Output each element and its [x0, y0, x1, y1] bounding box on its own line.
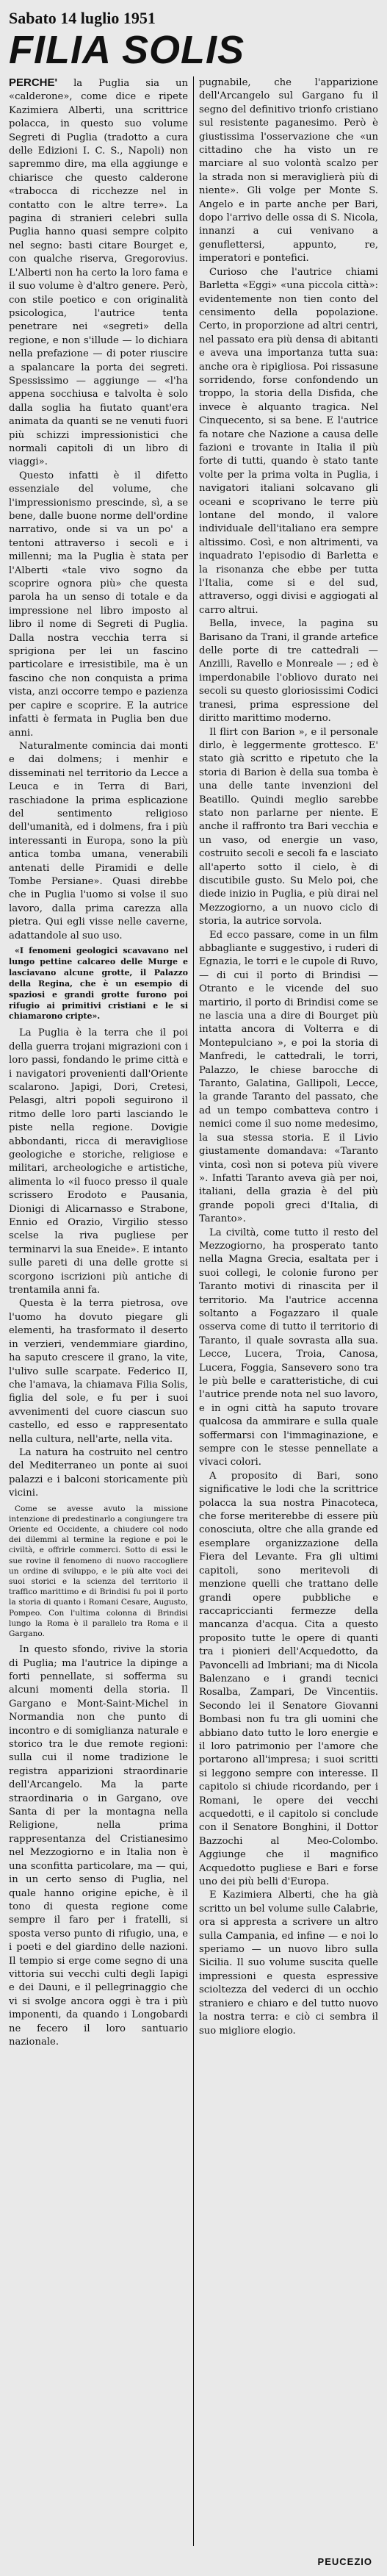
paragraph: Il flirt con Barion », e il personale dirlo, è leggermente grottesco. E' stato già scritto e ripetuto che la storia di Barion è della sua tomba è una delle tante invenzioni del Beatillo. Quindi meglio sarebbe stato non parlarne per niente. E anche il raffronto tra Bari vecchia e un vaso, od energie un vaso, costruito secoli e secoli fa e lasciato all'aperto sotto il cielo, è di discutibile gusto. Su Melo poi, che diede inizio in Puglia, e più dirai nel Mezzogiorno, a un nuovo ciclo di storia, la autrice sorvola.	[199, 726, 378, 928]
quoted-paragraph: «I fenomeni geologici scavavano nel lungo pettine calcareo delle Murge e lasciavano alcune grotte, il Palazzo della Regina, che è un esempio di spaziosi e grandi grotte furono poi rifugio ai primitivi cristiani e le si chiamarono cripte».	[9, 946, 188, 1022]
paragraph: PERCHE' la Puglia sia un «calderone», come dice e ripete Kazimiera Alberti, una scrittrice polacca, in questo suo volume Segreti di Puglia (tradotto a cura delle Edizioni I. C. S., Napoli) non sapremmo dire, ma ella aggiunge e chiarisce che questo calderone «trabocca di ricchezze nel in contatto con le altre terre». La pagina di stranieri celebri sulla Puglia hanno quasi sempre colpito nel segno: basti citare Bourget e, con qualche riserva, Gregorovius. L'Alberti non ha certo la loro fama e il suo volume è d'altro genere. Però, con stile poetico e con originalità psicologica, l'autrice tenta penetrare nei «segreti» della regione, e non s'illude — lo dichiara nella prefazione — di poter riuscire a spalancare la porta dei segreti. Spessissimo — aggiunge — «l'ha appena socchiusa e talvolta è solo dalla soglia ha fiutato quant'era animata da quanti se ne venuti fuori più schizzi impressionistici che normali capitoli di un libro di viaggi».	[9, 76, 188, 468]
paragraph: A proposito di Bari, sono significative le lodi che la scrittrice polacca la sua nostra Pinacoteca, che forse meriterebbe di essere più conosciuta, oltre che alla grande ed esemplare organizzazione della Fiera del Levante. Fra gli ultimi capitoli, sono meritevoli di menzione quelli che trattano delle grandi opere pubbliche e raccapriccianti fermezze della mancanza d'acqua. Cita a questo proposito tutte le opere di quanti tra i pionieri dell'Acquedotto, da Pavoncelli ad Imbriani; ma di Nicola Balenzano e i grandi tecnici Rosalba, Zampari, De Vincentiis. Secondo lei il Senatore Giovanni Bombasi non fu tra gli uomini che abbiano dato tutto le loro energie e il loro patrimonio per l'amore che portarono all'impresa; i suoi scritti si leggono sempre con interesse. Il capitolo si chiude ricordando, per i Romani, le opere dei vecchi acquedotti, e il capitolo si conclude con il Senatore Bonghini, il Dottor Bazzochi al Meo-Colombo. Aggiunge che il magnifico Acquedotto pugliese e Bari e forse uno dei più belli d'Europa.	[199, 1470, 378, 1888]
column-divider	[193, 76, 194, 2546]
right-column	[199, 76, 378, 2546]
paragraph: Ed ecco passare, come in un film abbagliante e suggestivo, i ruderi di Egnazia, le torri e le cupole di Ruvo, — di cui il porto di Brindisi — Otranto e le vicende del suo martirio, il porto di Brindisi come se ne lascia una a dire di Bourget più intatta ancora di Volterra e di Montepulciano », e poi la storia di Manfredi, le cattedrali, le torri, Palazzo, le chiese barocche di Taranto, Galatina, Gallipoli, Lecce, la grande Taranto del passato, che ad un tempo combatteva contro i nemici come il suo nome medesimo, la sua stessa storia. E il Livio giustamente domandava: «Taranto vinta, così non si poteva più vivere ». Infatti Taranto aveva già per noi, italiani, della grazia è del più grande popoli greci d'Italia, di Taranto».	[199, 929, 378, 1225]
drop-word: PERCHE'	[9, 76, 58, 89]
paragraph: In questo sfondo, rivive la storia di Puglia; ma l'autrice la dipinge a forti pennellate, si sofferma su alcuni momenti della storia. Il Gargano e Mont-Saint-Michel in Normandia non che punto di incontro e di somiglianza naturale e storico tra le due remote regioni: sulla cui il nome tradizione le registra apparizioni straordinarie dell'Arcangelo. Ma la parte straordinaria o in Gargano, ove Santa di per la montagna nella Religione, nella prima rappresentanza del Cristianesimo nel Mezzogiorno e in Italia non è una sconfitta particolare, ma — qui, in un certo senso di Puglia, nel quale hanno origine epiche, è il tono di questa regione come sempre il faro per i fratelli, si sposta verso punto di rifugio, una, e i poeti e del giardino delle nazioni. Il tempio si erge come segno di una vittoria sui vecchi culti degli Iapigi e dei Dauni, e il pellegrinaggio che vi si svolge ancora oggi è tra i più imponenti, da quando i Longobardi ne fecero il loro santuario nazionale.	[9, 1644, 188, 2048]
paragraph: Curioso che l'autrice chiami Barletta «Eggi» «una piccola città»: evidentemente non tien conto del censimento della popolazione. Certo, in proporzione ad altri centri, nel passato era più densa di abitanti e aveva una importanza tutta sua: anche ora è ripigliosa. Poi rissasune sorridendo, forse confondendo un troppo, la storia della Disfida, che invece è alquanto tragica. Nel Cinquecento, si sa bene. E l'autrice fa notare che Nazione a causa delle fazioni e trovante in Italia il più forte di tutti, quando è stato tante volte per la prima volta in Puglia, i navigatori italiani solcavano gli oceani e scoprivano le terre più lontane del mondo, il valore individuale dell'italiano era sempre altissimo. Così, e non altrimenti, va inquadrato l'episodio di Barletta e la risonanza che ebbe per tutta l'Italia, come si e del sud, attraverso, oggi divisi e aggiogati al carro altrui.	[199, 266, 378, 616]
left-column	[9, 76, 188, 2546]
quoted-paragraph: Come se avesse avuto la missione intenzione di predestinarlo a congiungere tra Oriente ed Occidente, a chiudere col nodo dei dilemmi al termine la regione e poi le civiltà, e offrirle commerci. Sotto di essi le sue rovine il fenomeno di nuovo raccogliere un ordine di sviluppo, e le più alte voci dei suoi storici e la scienza del territorio il traffico marittimo e di Brindisi fu poi il porto la storia di quanto i Romani Cesare, Augusto, Pompeo. Con l'ultima colonna di Brindisi lungo la Roma è il parallelo tra Roma e il Gargano.	[9, 1504, 188, 1638]
paragraph: Questa è la terra pietrosa, ove l'uomo ha dovuto piegare gli elementi, ha trasformato il deserto in verzieri, vendemmiare giardino, ha saputo crescere il grano, la vite, l'ulivo sulle scarpate. Federico II, che l'amava, la chiamava Filia Solis, figlia del sole, e fu per i suoi avvenimenti del cuore ciascun suo castello, ed esso e rappresentato nella cultura, nell'arte, nella vita.	[9, 1298, 188, 1445]
paragraph: Questo infatti è il difetto essenziale del volume, che l'impressionismo prescinde, sì, a se bene, dalle buone norme dell'ordine narrativo, onde si va un po' a tentoni attraverso i secoli e i millenni; ma la Puglia è stata per l'Alberti «tale vivo sogno da scoprire ognora più» che questa parola ha un senso di totale e da impressione nel libro imposto al libro il nome di Segreti di Puglia. Dalla nostra vecchia terra si sprigiona per lei un fascino particolare e irresistibile, ma è un fascino che non conquista a prima vista, anzi occorre tempo e pazienza per capire e scoprire. E la autrice infatti è fermata in Puglia ben due anni.	[9, 470, 188, 739]
article-title: FILIA SOLIS	[9, 28, 245, 72]
article-columns	[9, 76, 378, 2546]
paragraph: pugnabile, che l'apparizione dell'Arcangelo sul Gargano fu il segno del definitivo trionfo cristiano sul resistente paganesimo. Però è giustissima l'osservazione che «un cittadino che ha visto un re marciare al suo volontà scalzo per la strada non si meraviglierà più di niente». Gli volge per Monte S. Angelo e in parte anche per Bari, dopo l'arrivo delle ossa di S. Nicola, innanzi a cui venivano a genuflettersi, appunto, re, imperatori e pontefici.	[199, 77, 378, 265]
issue-date: Sabato 14 luglio 1951	[9, 9, 156, 27]
author-signature: PEUCEZIO	[317, 2556, 372, 2567]
paragraph: La natura ha costruito nel centro del Mediterraneo un ponte ai suoi palazzi e i balconi storicamente più vicini.	[9, 1446, 188, 1499]
paragraph: La Puglia è la terra che il poi della guerra trojani migrazioni con i loro passi, fondando le prime città e i navigatori provenienti dall'Oriente scalarono. Japigi, Dori, Cretesi, Pelasgi, altri popoli seguirono il ritmo delle loro parti lasciando le piste nella regione. Dovigie abbondanti, ricca di meravigliose geologiche e storiche, religiose e militari, archeologiche e artistiche, alimenta lo «il fuoco presso il quale scrissero Erodoto e Pausania, Dionigi di Alicarnasso e Strabone, Ennio ed Orazio, Virgilio stesso scelse la riva pugliese per terminarvi la sua Eneide». E intanto sulle pareti di una delle grotte si scorgono iscrizioni più antiche di trentamila anni fa.	[9, 1027, 188, 1296]
paragraph: Bella, invece, la pagina su Barisano da Trani, il grande artefice delle porte di tre cattedrali — Anzilli, Ravello e Monreale — ; ed è imperdonabile l'obliovo durato nei secoli su questo gloriosissimi Codici tranesi, prima espressione del diritto marittimo moderno.	[199, 618, 378, 725]
paragraph: La civiltà, come tutto il resto del Mezzogiorno, ha prosperato tanto nella Magna Grecia, esaltata per i suoi collegi, le colonie furono per Taranto motivi di rinascita per il territorio. Ma l'autrice accenna soltanto a Fogazzaro il quale osserva come di tutto il territorio di Taranto, il quale sovrasta alla sua. Lecce, Lucera, Troia, Canosa, Lucera, Foggia, Sansevero sono tra le più belle e caratteristiche, di cui l'autrice prende nota nel suo lavoro, e in ogni città ha saputo trovare qualcosa da ammirare e sulla quale soffermarsi con l'immaginazione, e sempre con le stesse pennellate a vivaci colori.	[199, 1227, 378, 1468]
paragraph: E Kazimiera Alberti, che ha già scritto un bel volume sulle Calabrie, ora si appresta a scrivere un altro sulla Campania, ed infine — e noi lo speriamo — un nuovo libro sulla Sicilia. Il suo volume suscita quelle impressioni e questa espressive scioltezza del vederci di un occhio straniero e chiaro e del tutto nuovo la nostra terra: e ciò ci sembra il suo migliore elogio.	[199, 1890, 378, 2037]
paragraph: Naturalmente comincia dai monti e dai dolmens; i menhir e disseminati nel territorio da Lecce a Leuca e in Terra di Bari, raschiadone la prima esplicazione del sentimento religioso dell'umanità, ed i dolmens, fra i più interessanti in Europa, sono la più antica tomba umana, venerabili antenati delle Piramidi e delle Tombe Persiane». Quasi direbbe che in Puglia l'uomo si volse il suo lavoro, dalla prima carezza alla pietra. Qui egli visse nelle caverne, adattandole al suo uso.	[9, 740, 188, 941]
